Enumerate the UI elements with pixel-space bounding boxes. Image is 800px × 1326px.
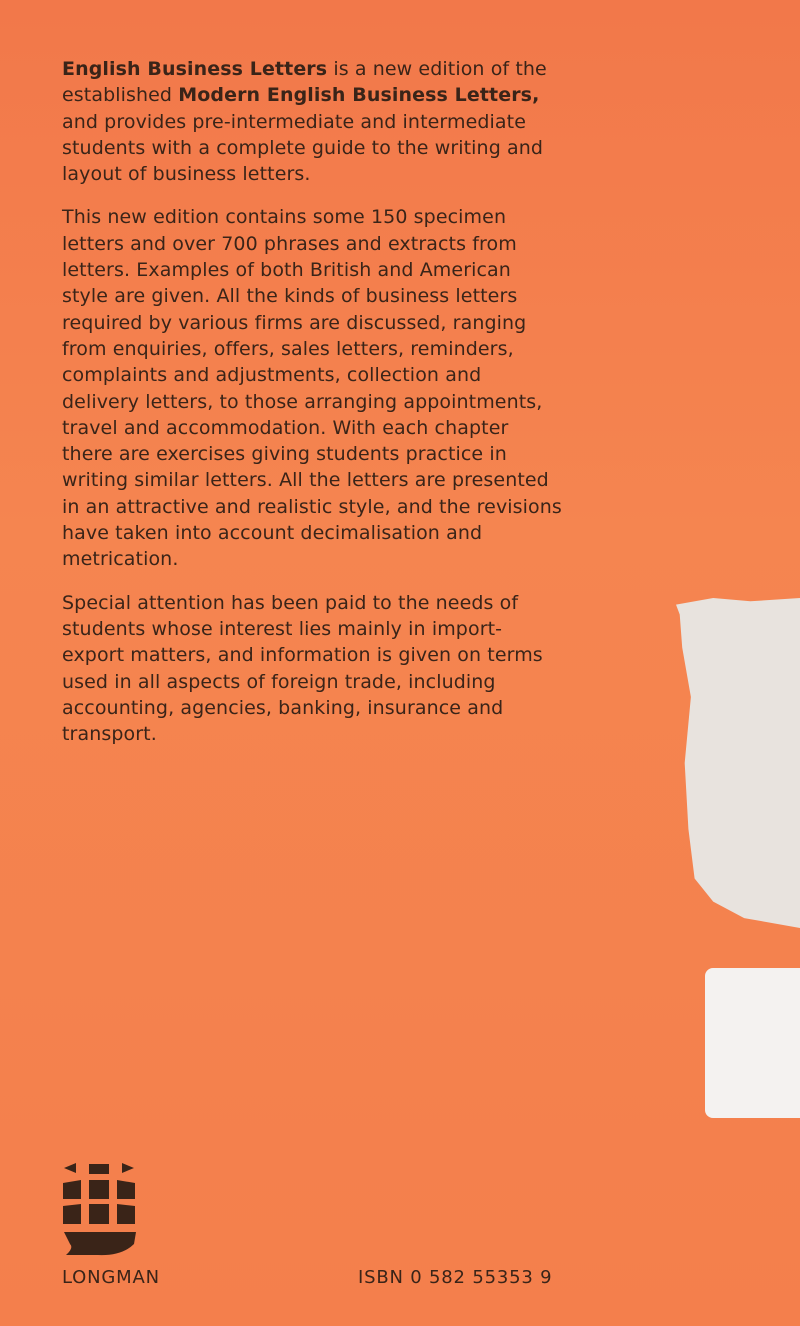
longman-ship-logo-icon (62, 1162, 138, 1256)
blurb-paragraph-1: English Business Letters is a new edition of the established Modern English Business Letters, and provides pre-intermediate and intermediate students with a complete guide to the writing and layout of business letters. (62, 58, 547, 186)
blurb-paragraph-2: This new edition contains some 150 specimen letters and over 700 phrases and extracts from letters. Examples of both British and American style are given. All the kinds of business letters required by various firms are discussed, ranging from enquiries, offers, sales letters, reminders, complaints and adjustments, collection and delivery letters, to those arranging appointments, travel and accommodation. With each chapter there are exercises giving students practice in writing similar letters. All the letters are presented in an attractive and realistic style, and the revisions have taken into account decimalisation and metrication. (62, 206, 562, 571)
isbn-number: ISBN 0 582 55353 9 (358, 1267, 553, 1288)
blurb-paragraph-3: Special attention has been paid to the needs of students whose interest lies mainly in import-export matters, and information is given on terms used in all aspects of foreign trade, including accounting, agencies, banking, insurance and transport. (62, 591, 543, 746)
previous-edition-title: Modern English Business Letters, (178, 84, 540, 107)
price-sticker (705, 968, 800, 1118)
publisher-name: LONGMAN (62, 1267, 160, 1288)
book-title: English Business Letters (62, 58, 328, 80)
blurb-text (62, 56, 562, 764)
